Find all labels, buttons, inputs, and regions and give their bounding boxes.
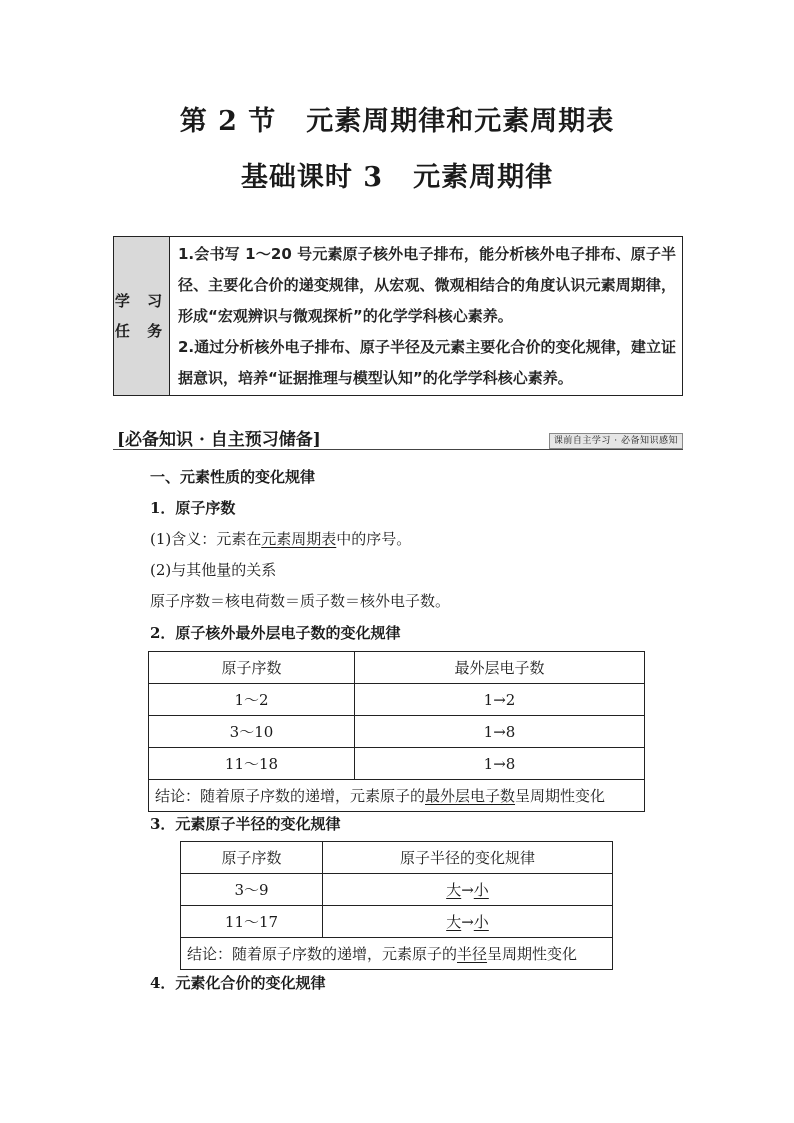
lesson-title [0,155,794,194]
heading-atomic-radius: 3．元素原子半径的变化规律 [150,815,341,833]
heading-outer-electrons: 2．原子核外最外层电子数的变化规律 [150,624,401,642]
table-conclusion: 结论：随着原子序数的递增，元素原子的半径呈周期性变化 [181,938,613,970]
outer-electron-table [148,651,645,812]
task-item-1: 1.会书写 1～20 号元素原子核外电子排布，能分析核外电子排布、原子半径、主要化合价的递变规律，从宏观、微观相结合的角度认识元素周期律，形成“宏观辨识与微观探析”的化学学科核心素养。 [178,245,676,325]
learning-tasks-label: 学 习 任 务 [114,237,170,395]
relation-heading: (2)与其他量的关系 [150,561,277,579]
table-row: 11～18 1→8 [149,748,645,780]
lesson-number: 基础课时 3 [240,162,384,193]
section-name: 元素周期律和元素周期表 [306,106,615,137]
table-row: 3～10 1→8 [149,716,645,748]
table-row: 11～17 大→小 [181,906,613,938]
knowledge-section-title: [必备知识 · 自主预习储备] [117,430,321,450]
atomic-number-meaning: (1)含义：元素在元素周期表中的序号。 [150,530,412,548]
heading-atomic-number: 1．原子序数 [150,499,236,517]
task-item-2: 2.通过分析核外电子排布、原子半径及元素主要化合价的变化规律，建立证据意识，培养“证据推理与模型认知”的化学学科核心素养。 [178,338,676,387]
knowledge-section-tag: 课前自主学习 · 必备知识感知 [549,433,683,449]
table-header: 原子序数 [149,652,355,684]
table-header: 最外层电子数 [355,652,645,684]
table-row: 3～9 大→小 [181,874,613,906]
lesson-name: 元素周期律 [413,162,554,193]
relation-equation: 原子序数＝核电荷数＝质子数＝核外电子数。 [150,592,451,610]
table-row: 1～2 1→2 [149,684,645,716]
knowledge-section-header [113,425,683,450]
learning-tasks-content [170,237,682,395]
table-header: 原子序数 [181,842,323,874]
learning-tasks-box [113,236,683,396]
atomic-radius-table [180,841,613,970]
section-title [0,99,794,138]
table-conclusion: 结论：随着原子序数的递增，元素原子的最外层电子数呈周期性变化 [149,780,645,812]
section-number: 第 2 节 [179,106,277,137]
table-header: 原子半径的变化规律 [323,842,613,874]
heading-element-properties: 一、元素性质的变化规律 [150,468,316,486]
heading-valence: 4．元素化合价的变化规律 [150,974,326,992]
